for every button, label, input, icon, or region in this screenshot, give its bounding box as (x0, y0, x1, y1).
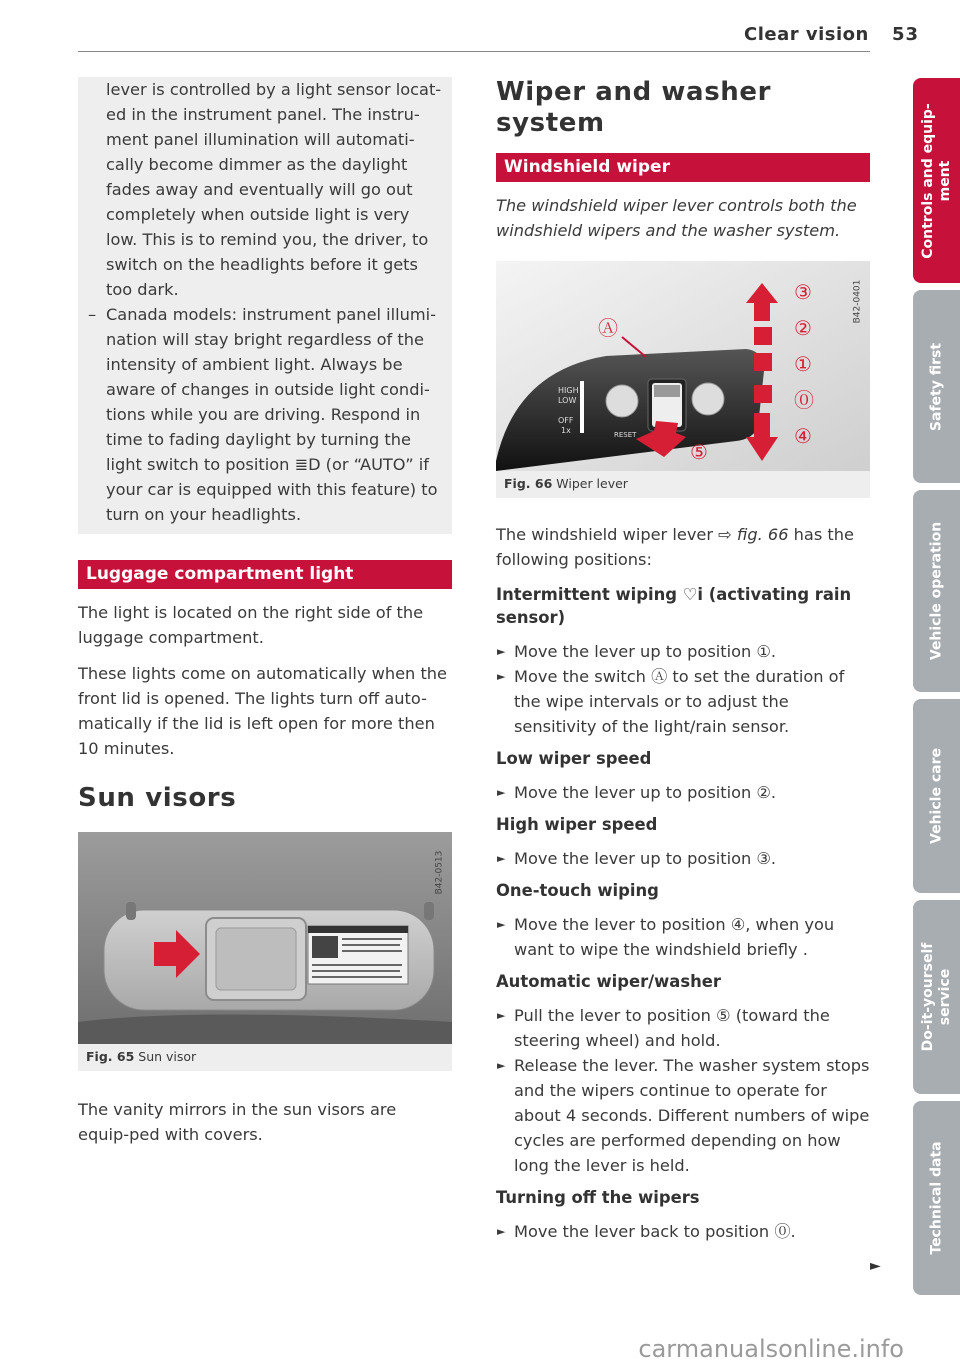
turning-off-wipers-heading: Turning off the wipers (496, 1188, 700, 1207)
figure-reference-link[interactable]: ⇨ fig. 66 (718, 525, 789, 544)
tab-vehicle-operation[interactable] (913, 490, 960, 692)
watermark: carmanualsonline.info (638, 1335, 904, 1361)
high-wiper-speed-heading: High wiper speed (496, 815, 658, 834)
callout-0: ⓪ (794, 388, 814, 412)
tab-vehicle-care[interactable] (913, 699, 960, 893)
luggage-paragraph-1: The light is located on the right side of the luggage compartment. (78, 603, 424, 647)
tab-label: Safety first (928, 342, 944, 431)
list-item: ► Release the lever. The washer system stops and the wipers continue to operate for about 4 seconds. Different numbers of wipe cycles are performed depending on how long the lever is held. (496, 1053, 870, 1178)
tab-label: Controls and equip- ment (919, 102, 953, 259)
luggage-heading: Luggage compartment light (78, 560, 452, 589)
list-item: ► Move the lever up to position ①. (496, 639, 870, 664)
tab-label: Vehicle care (928, 748, 944, 844)
figure-66-caption: Fig. 66 Wiper lever (504, 476, 628, 491)
figure-65-id: B42-0513 (434, 850, 445, 895)
figure-66 (496, 261, 870, 498)
left-column (78, 77, 452, 1158)
right-column (496, 77, 870, 1244)
automatic-wiper-washer-heading: Automatic wiper/washer (496, 972, 721, 991)
callout-a: Ⓐ (598, 316, 618, 340)
box-dash-item: – Canada models: instrument panel illumi-nation will stay bright regardless of the intensity of ambient light. Always be aware of changes in outside light condi-tions while you are driving. Respond in time to fading daylight by turning the light switch to position ≣D (or “AUTO” if your car is equipped with this feature) to turn on your headlights. (88, 302, 442, 527)
tab-label: Vehicle operation (928, 521, 944, 661)
lever-label-high: HIGH (558, 386, 579, 395)
list-item: ► Move the lever up to position ③. (496, 846, 870, 871)
callout-4: ④ (794, 424, 812, 448)
figure-65-caption: Fig. 65 Sun visor (86, 1049, 197, 1064)
sun-visors-heading: Sun visors (78, 783, 237, 813)
continue-arrow-icon: ► (870, 1258, 881, 1274)
one-touch-wiping-heading: One-touch wiping (496, 881, 659, 900)
list-item: ► Move the lever to position ④, when you want to wipe the windshield briefly . (496, 912, 870, 962)
lever-label-1x: 1x (561, 426, 571, 435)
low-wiper-speed-heading: Low wiper speed (496, 749, 652, 768)
wiper-section-heading: Wiper and washer system (496, 77, 772, 138)
callout-1: ① (794, 352, 812, 376)
intermittent-wiping-heading: Intermittent wiping ♡ⅰ (activating rain sensor) (496, 585, 852, 627)
lever-label-off: OFF (558, 416, 574, 425)
list-item: ► Move the switch Ⓐ to set the duration of the wipe intervals or to adjust the sensitivity of the light/rain sensor. (496, 664, 870, 739)
wiper-intro: The windshield wiper lever controls both the windshield wipers and the washer system. (496, 196, 857, 240)
tab-technical-data[interactable] (913, 1101, 960, 1295)
tab-safety-first[interactable] (913, 290, 960, 483)
tab-label: Do-it-yourself service (919, 942, 953, 1052)
figure-66-id: B42-0401 (852, 279, 863, 324)
list-item: ► Move the lever up to position ②. (496, 780, 870, 805)
lever-label-low: LOW (558, 396, 577, 405)
luggage-paragraph-2: These lights come on automatically when the front lid is opened. The lights turn off auto-matically if the lid is left open for more then 10 minutes. (78, 664, 448, 758)
tab-label: Technical data (928, 1141, 944, 1255)
box-text: lever is controlled by a light sensor locat-ed in the instrument panel. The instru-ment panel illumination will automati-cally become dimmer as the daylight fades away and eventually will go out completely when outside light is very low. This is to remind you, the driver, to switch on the headlights before it gets too dark. (106, 80, 442, 299)
callout-5: ⑤ (690, 440, 708, 464)
list-item: ► Move the lever back to position ⓪. (496, 1219, 870, 1244)
header-rule (78, 51, 870, 52)
wiper-lever-image (496, 261, 870, 471)
windshield-wiper-heading: Windshield wiper (496, 153, 870, 182)
callout-2: ② (794, 316, 812, 340)
callout-3: ③ (794, 280, 812, 304)
sun-visors-paragraph: The vanity mirrors in the sun visors are equip-ped with covers. (78, 1100, 397, 1144)
sun-visor-image (78, 832, 452, 1044)
instrument-illumination-box (78, 77, 452, 534)
list-item: ► Pull the lever to position ⑤ (toward the steering wheel) and hold. (496, 1003, 870, 1053)
tab-controls-and-equipment[interactable] (913, 78, 960, 283)
figure-65 (78, 832, 452, 1071)
wiper-positions-intro: The windshield wiper lever ⇨ fig. 66 has the following positions: (496, 525, 854, 569)
running-header-title: Clear vision (744, 24, 869, 45)
tab-do-it-yourself-service[interactable] (913, 900, 960, 1094)
page-number: 53 (892, 24, 920, 45)
lever-label-reset: RESET (614, 431, 637, 439)
